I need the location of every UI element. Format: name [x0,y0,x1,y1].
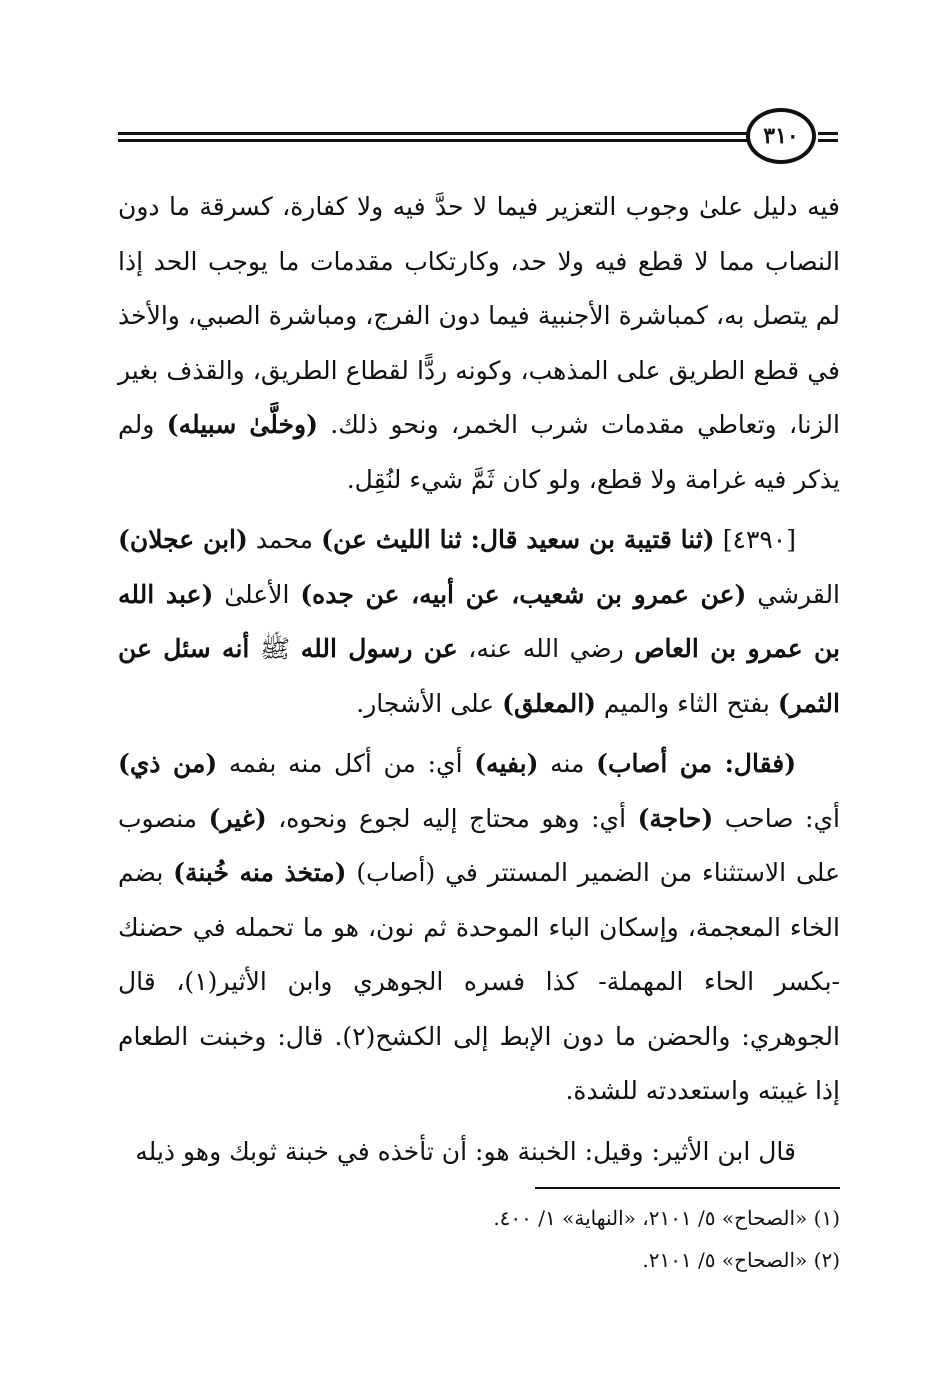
bold-text: (عن عمرو بن شعيب، عن أبيه، عن جده) [300,579,747,609]
bold-text: (غير) [208,803,267,833]
header-rule [818,139,838,142]
bold-text: (من ذي) [118,749,218,778]
bold-text: (وخلَّىٰ سبيله) [166,410,318,439]
text-segment: بضم الخاء المعجمة، وإسكان الباء الموحدة ثم نون، هو ما تحمله في حضنك -بكسر الحاء المهملة- كذا فسره الجوهري وابن الأثير(١)، قال الجوهري: والحضن ما دون الإبط إلى الكشح(٢). قال: وخبنت الطعام إذا غيبته واستعددته للشدة. [118,858,840,1105]
text-segment: رضي الله عنه، [457,634,635,663]
paragraph [118,737,840,1119]
main-text [118,180,840,1185]
text-segment: أي: صاحب [713,803,840,833]
bold-text: (بفيه) [474,749,539,778]
text-segment: بفتح الثاء والميم [595,688,778,718]
text-segment: القرشي [746,579,841,609]
bold-text: (عبد الله بن عمرو بن العاص [118,579,841,663]
bold-text: عن رسول الله [300,634,458,663]
bold-text: (متخذ منه خُبنة) [173,858,347,887]
page-header [118,108,838,168]
text-segment: أي: من أكل منه بفمه [217,749,475,778]
header-rule [118,132,748,135]
bold-text: (ابن عجلان) [118,525,248,554]
header-rule [118,139,748,142]
footnote-divider [535,1187,840,1189]
text-segment: [٤٣٩٠] [714,525,796,554]
text-segment: منصوب على الاستثناء من الضمير المستتر في (أصاب) [118,803,840,887]
paragraph [118,180,840,507]
footnote: (١) «الصحاح» ٥/ ٢١٠١، «النهاية» ١/ ٤٠٠. [493,1206,840,1230]
bold-text: (المعلق) [502,688,596,718]
page-number: ٣١٠ [746,108,816,164]
text-segment: منه [538,749,597,778]
header-rule [818,132,838,135]
text-segment: أي: وهو محتاج إليه لجوع ونحوه، [266,803,638,833]
text-segment: محمد [247,525,322,554]
bold-text: أنه سئل عن الثمر) [118,634,840,718]
text-segment: الأعلىٰ [213,579,301,609]
bold-text: (ثنا قتيبة بن سعيد قال: ثنا الليث عن) [321,525,715,554]
paragraph [118,1125,840,1180]
text-segment: ولم يذكر فيه غرامة ولا قطع، ولو كان ثَمَّ شيء لنُقِل. [118,410,840,494]
text-segment: قال ابن الأثير: وقيل: الخبنة هو: أن تأخذه في خبنة ثوبك وهو ذيله [135,1136,796,1166]
bold-text: (حاجة) [637,803,714,833]
text-segment: فيه دليل علىٰ وجوب التعزير فيما لا حدَّ فيه ولا كفارة، كسرقة ما دون النصاب مما لا قطع فيه ولا حد، وكارتكاب مقدمات ما يوجب الحد إذا لم يتصل به، كمباشرة الأجنبية فيما دون الفرج، ومباشرة الصبي، والأخذ في قطع الطريق على المذهب، وكونه ردًّا لقطاع الطريق، والقذف بغير الزنا، وتعاطي مقدمات شرب الخمر، ونحو ذلك. [118,192,840,439]
footnotes [118,1197,840,1281]
text-segment: على الأشجار. [356,688,503,718]
paragraph [118,513,840,731]
footnote: (٢) «الصحاح» ٥/ ٢١٠١. [642,1248,840,1272]
text-segment: ﷺ [249,634,301,663]
bold-text: (فقال: من أصاب) [596,749,797,778]
